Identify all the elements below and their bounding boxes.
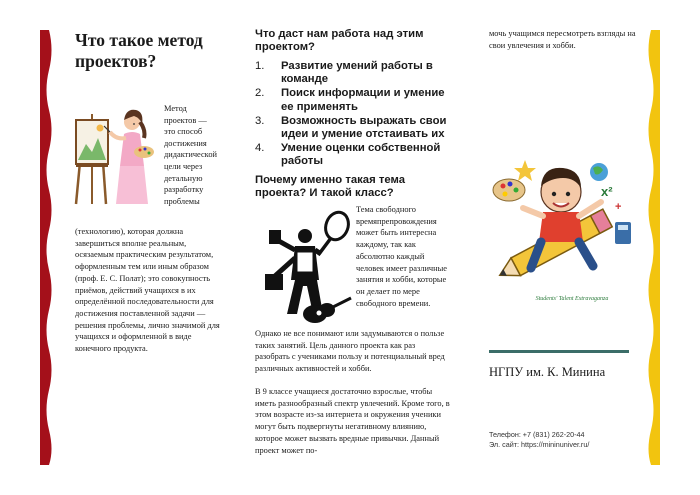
svg-text:+: +	[615, 201, 622, 213]
yellow-decorative-band	[646, 30, 660, 465]
list-item: 3. Возможность выражать свои идеи и умение отстаивать их	[255, 114, 447, 141]
section-divider	[489, 350, 629, 353]
panel2-subheading: Почему именно такая тема проекта? И такой класс?	[255, 174, 405, 200]
panel-what-is-project-method	[40, 0, 220, 495]
panel2-body-paragraph-1: Однако не все понимают или задумываются о пользе таких занятий. Цель данного проекта как раз разобрать с учениками пользу и потенциальный вред различных активностей и хобби.	[255, 329, 445, 374]
svg-text:x²: x²	[601, 184, 613, 199]
hobbies-silhouette-illustration	[257, 210, 352, 328]
contact-info	[489, 430, 639, 449]
university-name: НГПУ им. К. Минина	[489, 365, 606, 379]
painter-illustration	[70, 100, 160, 210]
list-item: 2. Поиск информации и умение ее применять	[255, 87, 445, 113]
list-item: 1. Развитие умений работы в команде	[255, 60, 433, 86]
phone-text: Телефон: +7 (831) 262-20-44	[489, 430, 585, 439]
panel-contacts	[473, 0, 645, 495]
list-item: 4. Умение оценки собственной работы	[255, 141, 441, 168]
benefits-list	[255, 60, 451, 169]
panel2-body-paragraph-2: В 9 классе учащиеся достаточно взрослые, чтобы иметь разнообразный спектр увлечений. Кроме того, в этом возрасте из-за интернета и окружения ученики могут быть подвергнуты негативному влиянию, которое может вызвать вредные привычки. Данный проект может по-	[255, 387, 450, 455]
illustration-caption: Students' Talent Extravaganza	[535, 296, 609, 302]
website-text: Эл. сайт: https://mininuniver.ru/	[489, 439, 590, 449]
panel1-side-text: Метод проектов — это способ достижения дидактической цели через детальную разработку проблемы	[164, 104, 217, 206]
panel-project-benefits	[247, 0, 450, 495]
panel2-title: Что даст нам работа над этим проектом?	[255, 28, 424, 54]
panel1-body-text: (технологию), которая должна завершиться вполне реальным, осязаемым практическим результатом, оформленным тем или иным образом (проф. Е. С. Полат); это совокупность приёмов, действий учащихся в их определённой последовательности для достижения поставленной задачи — решения проблемы, лично значимой для учащихся и оформленной в виде конечного продукта.	[75, 227, 220, 354]
panel1-title: Что такое метод проектов?	[75, 30, 203, 71]
boy-with-pencil-illustration	[483, 150, 643, 300]
panel3-continued-text: мочь учащимся пересмотреть взгляды на свои увлечения и хобби.	[489, 29, 636, 50]
panel2-side-text: Тема свободного времяпрепровождения может быть интересна каждому, так как абсолютно каждый человек имеет различные занятия и хобби, которые он делает по мере свободного времени.	[356, 205, 447, 308]
